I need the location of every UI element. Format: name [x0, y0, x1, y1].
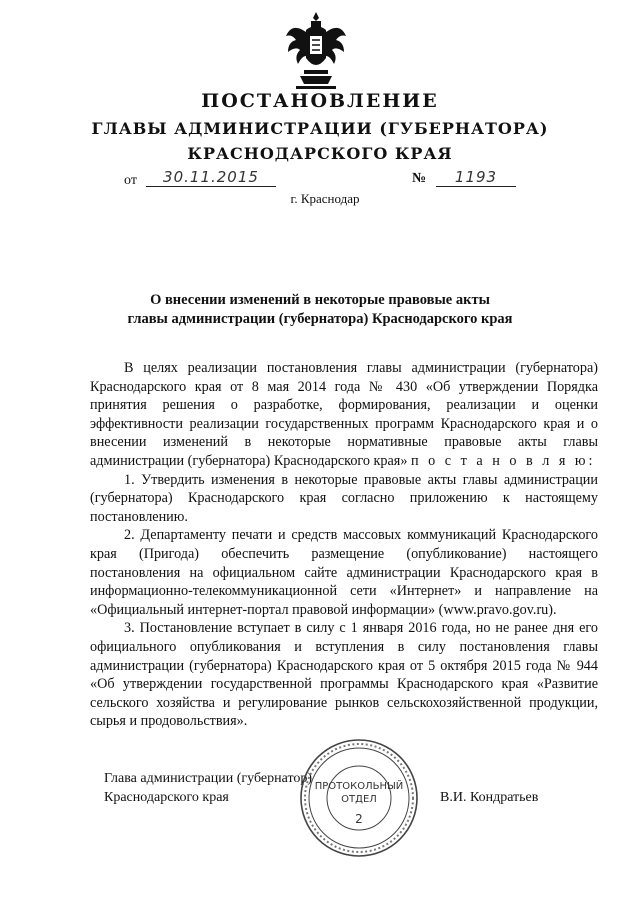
date-value: 30.11.2015 — [146, 168, 276, 187]
doc-type-heading: ПОСТАНОВЛЕНИЕ — [201, 90, 439, 112]
stamp-center-line1: ПРОТОКОЛЬНЫЙ — [314, 781, 404, 792]
item-1: 1. Утвердить изменения в некоторые правовые акты главы администрации (губернатора) Краснодарского края согласно приложению к настоящему постановлению. — [90, 471, 598, 525]
decree-word: п о с т а н о в л я ю: — [410, 452, 596, 469]
preamble-text: В целях реализации постановления главы администрации (губернатора) Краснодарского края от 8 мая 2014 года № 430 «Об утверждении Порядка принятия решения о разработке, формирования, реализации и оценки эффективности реализации государственных программ Краснодарского края и о внесении изменений в некоторые нормативные правовые акты главы администрации (губернатора) Краснодарского края» — [90, 360, 598, 469]
number-prefix: № — [412, 171, 427, 186]
stamp-number: 2 — [355, 812, 363, 826]
stamp-center-line2: ОТДЕЛ — [341, 794, 377, 805]
issuer-heading: ГЛАВЫ АДМИНИСТРАЦИИ (ГУБЕРНАТОРА) — [91, 119, 549, 138]
signatory-name: В.И. Кондратьев — [440, 790, 539, 805]
date-prefix: от — [124, 173, 137, 188]
document-body — [90, 359, 598, 731]
signatory-position-line1: Глава администрации (губернатор) — [104, 771, 313, 786]
number-value: 1193 — [436, 168, 516, 187]
document-title-line2: главы администрации (губернатора) Краснодарского края — [127, 311, 513, 327]
item-3: 3. Постановление вступает в силу с 1 января 2016 года, но не ранее дня его официального опубликования и вступления в силу постановления главы администрации (губернатора) Краснодарского края от 5 октября 2015 года № 944 «Об утверждении государственной программы Краснодарского края «Развитие сельского хозяйства и регулирование рынков сельскохозяйственной продукции, сырья и продовольствия». — [90, 620, 598, 730]
preamble-paragraph — [90, 359, 598, 471]
document-title-line1: О внесении изменений в некоторые правовые акты — [150, 292, 490, 308]
city-label: г. Краснодар — [290, 191, 360, 206]
region-heading: КРАСНОДАРСКОГО КРАЯ — [187, 144, 453, 163]
coat-of-arms-emblem — [282, 10, 350, 92]
signatory-position-line2: Краснодарского края — [104, 790, 229, 805]
official-stamp — [298, 737, 420, 859]
item-2: 2. Департаменту печати и средств массовых коммуникаций Краснодарского края (Пригода) обеспечить размещение (опубликование) настоящего постановления на официальном сайте администрации Краснодарского края в информационно-телекоммуникационной сети «Интернет» и направление на «Официальный интернет-портал правовой информации» (www.pravo.gov.ru). — [90, 527, 598, 618]
